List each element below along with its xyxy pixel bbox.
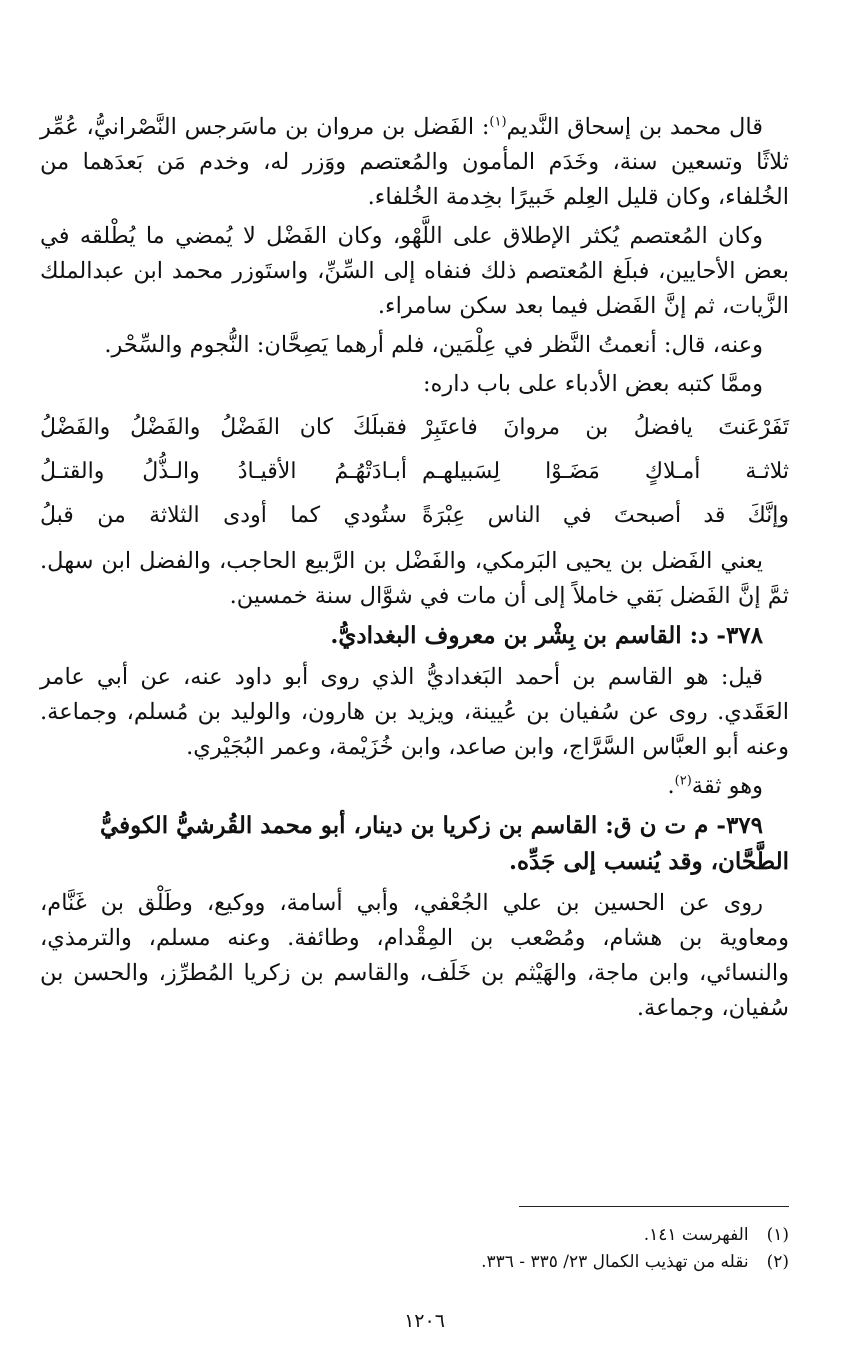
- poem-verse-3: [40, 494, 789, 538]
- paragraph-1-tail: : الفَضل بن مروان بن ماسَرجس النَّصْرانيُّ، عُمِّر ثلاثًا وتسعين سنة، وخَدَم المأمون والمُعتصم ووَزر له، وخدم مَن بَعدَهما من الخُلفاء، وكان قليل العِلم خَبيرًا بخِدمة الخُلفاء.: [40, 114, 789, 210]
- verse-2-first-hemistich: ثلاثـة أمـلاكٍ مَضَـوْا لِسَبيلهـم: [422, 459, 789, 484]
- footnote-ref-2: (٢): [674, 773, 692, 789]
- paragraph-3: وعنه، قال: أنعمتُ النَّظر في عِلْمَين، فلم أرهما يَصِحَّان: النُّجوم والسِّحْر.: [104, 332, 763, 358]
- footnote-2-text: نقله من تهذيب الكمال ٢٣/ ٣٣٥ - ٣٣٦.: [481, 1252, 749, 1272]
- entry-378-paragraph-2: [40, 769, 789, 804]
- footnote-separator: [519, 1206, 789, 1207]
- poem-intro: وممَّا كتبه بعض الأدباء على باب داره:: [423, 371, 763, 397]
- entry-379-paragraph-1: روى عن الحسين بن علي الجُعْفي، وأبي أسامة، ووكيع، وطَلْق بن غَنَّام، ومعاوية بن هشام، ومُصْعب بن المِقْدام، وطائفة. وعنه مسلم، والترمذي، والنسائي، وابن ماجة، والهَيْثم بن خَلَف، والقاسم بن زكريا المُطرِّز، والحسن بن سُفيان، وجماعة.: [40, 890, 789, 1021]
- verse-1-first-hemistich: تَفَرْعَنتَ يافضلُ بن مروانَ فاعتَبِرْ: [422, 415, 789, 440]
- page-number: ١٢٠٦: [404, 1310, 445, 1332]
- poem-verse-1: [40, 406, 789, 450]
- verse-3-second-hemistich: ستُودي كما أودى الثلاثة من قبلُ: [40, 503, 407, 528]
- entry-378-paragraph-2-tail: .: [667, 773, 675, 799]
- footnote-1-text: الفهرست ١٤١.: [643, 1225, 749, 1245]
- entry-378-paragraph-1: قيل: هو القاسم بن أحمد البَغداديُّ الذي روى أبو داود عنه، عن أبي عامر العَقَدي. روى عن سُفيان بن عُيينة، ويزيد بن هارون، والوليد بن مُسلم، وجماعة. وعنه أبو العبَّاس السَّرَّاج، وابن صاعد، وابن خُزَيْمة، وعمر البُجَيْري.: [40, 664, 789, 760]
- footnote-1: [40, 1222, 789, 1249]
- entry-378-paragraph-2-text: وهو ثقة: [691, 773, 763, 799]
- entry-378-heading: ٣٧٨- د: القاسم بن بِشْر بن معروف البغداديُّ.: [330, 622, 763, 649]
- footnote-ref-1: (١): [489, 114, 507, 130]
- entry-379-heading: ٣٧٩- م ت ن ق: القاسم بن زكريا بن دينار، أبو محمد القُرشيُّ الكوفيُّ الطَّحَّان، وقد يُنسب إلى جَدِّه.: [99, 812, 789, 875]
- poem: [40, 406, 789, 538]
- paragraph-1-text: قال محمد بن إسحاق النَّديم: [506, 114, 763, 140]
- footnotes: [40, 1222, 789, 1276]
- paragraph-2: وكان المُعتصم يُكثر الإطلاق على اللَّهْو، وكان الفَضْل لا يُمضي ما يُطْلقه في بعض الأحايين، فبلَغ المُعتصم ذلك فنفاه إلى السِّنِّ، واستَوزر محمد ابن عبدالملك الزَّيات، ثم إنَّ الفَضل فيما بعد سكن سامراء.: [40, 223, 789, 319]
- paragraph-after-poem: يعني الفَضل بن يحيى البَرمكي، والفَضْل بن الرَّبيع الحاجب، والفضل ابن سهل. ثمَّ إنَّ الفَضل بَقي خاملاً إلى أن مات في شوَّال سنة خمسين.: [40, 548, 789, 609]
- poem-verse-2: [40, 450, 789, 494]
- footnote-2: [40, 1249, 789, 1276]
- paragraph-1: [40, 110, 789, 215]
- verse-1-second-hemistich: فقبلَكَ كان الفَضْلُ والفَضْلُ والفَضْلُ: [40, 415, 407, 440]
- footnote-1-number: (١): [766, 1225, 789, 1245]
- footnote-2-number: (٢): [766, 1252, 789, 1272]
- verse-2-second-hemistich: أبـادَتْهُـمُ الأقيـادُ والـذُّلُ والقتـلُ: [40, 459, 407, 484]
- verse-3-first-hemistich: وإنَّكَ قد أصبحتَ في الناس عِبْرَةً: [422, 503, 789, 528]
